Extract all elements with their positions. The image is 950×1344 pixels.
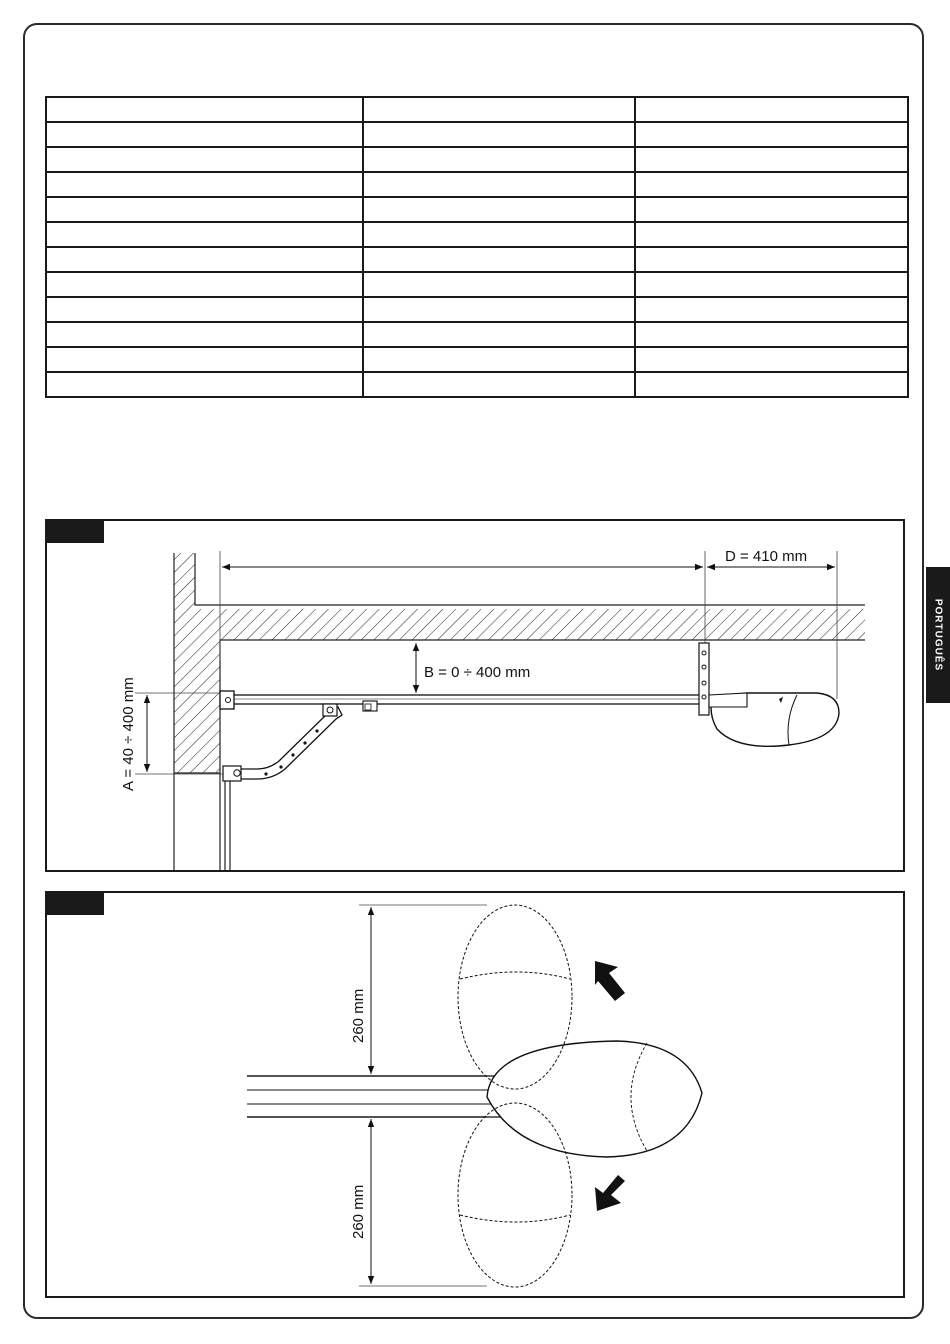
arm-bracket-top xyxy=(323,704,337,716)
spec-table-cell xyxy=(46,197,363,222)
spec-table-cell xyxy=(363,297,635,322)
spec-table-cell xyxy=(46,347,363,372)
spec-table-cell xyxy=(46,147,363,172)
spec-table-row xyxy=(46,297,908,322)
door-bracket xyxy=(223,766,241,781)
spec-table-cell xyxy=(635,322,908,347)
spec-table-cell xyxy=(635,372,908,397)
spec-table-row xyxy=(46,272,908,297)
spec-table xyxy=(45,96,909,398)
spec-table-cell xyxy=(363,172,635,197)
spec-table-cell xyxy=(46,97,363,122)
spec-table-cell xyxy=(635,147,908,172)
spec-table-cell xyxy=(46,297,363,322)
spec-table-row xyxy=(46,97,908,122)
spec-table-row xyxy=(46,372,908,397)
spec-table-cell xyxy=(635,122,908,147)
installation-drawing xyxy=(47,521,903,870)
dimension-a-label: A = 40 ÷ 400 mm xyxy=(120,677,137,791)
door-arm xyxy=(235,707,342,779)
motor-outline xyxy=(487,1041,702,1157)
language-tab xyxy=(926,567,950,703)
clearance-drawing xyxy=(47,893,903,1296)
spec-table-cell xyxy=(363,322,635,347)
spec-table-row xyxy=(46,172,908,197)
dimension-d-label: D = 410 mm xyxy=(725,548,808,565)
spec-table-cell xyxy=(46,372,363,397)
spec-table-cell xyxy=(46,322,363,347)
spec-table-cell xyxy=(363,222,635,247)
rotate-up-arrow-icon xyxy=(595,961,625,1001)
spec-table-cell xyxy=(635,97,908,122)
dimension-b-label: B = 0 ÷ 400 mm xyxy=(424,664,531,681)
dimension-top-label: 260 mm xyxy=(350,988,367,1043)
spec-table-row xyxy=(46,222,908,247)
spec-table-cell xyxy=(46,172,363,197)
spec-table-row xyxy=(46,122,908,147)
spec-table-cell xyxy=(46,247,363,272)
spec-table-cell xyxy=(363,122,635,147)
spec-table-cell xyxy=(46,272,363,297)
spec-table-cell xyxy=(363,247,635,272)
spec-table-cell xyxy=(363,147,635,172)
rear-hanger xyxy=(699,643,709,715)
spec-table-cell xyxy=(635,247,908,272)
spec-table-cell xyxy=(363,197,635,222)
front-bracket xyxy=(220,691,234,709)
spec-table-row xyxy=(46,322,908,347)
spec-table-cell xyxy=(363,97,635,122)
spec-table-cell xyxy=(363,372,635,397)
spec-table-cell xyxy=(635,172,908,197)
spec-table-row xyxy=(46,347,908,372)
spec-table-cell xyxy=(363,347,635,372)
ceiling-line xyxy=(220,640,865,870)
spec-table-cell xyxy=(46,122,363,147)
spec-table-cell xyxy=(635,222,908,247)
spec-table-cell xyxy=(635,297,908,322)
spec-table-cell xyxy=(635,347,908,372)
rotate-down-arrow-icon xyxy=(595,1175,625,1211)
spec-table-row xyxy=(46,247,908,272)
language-tab-label: PORTUGUÊS xyxy=(932,598,944,672)
clearance-figure xyxy=(45,891,905,1298)
spec-table-row xyxy=(46,197,908,222)
dimension-bottom-label: 260 mm xyxy=(350,1184,367,1239)
installation-figure xyxy=(45,519,905,872)
spec-table-cell xyxy=(635,272,908,297)
spec-table-cell xyxy=(363,272,635,297)
guide-rail xyxy=(223,695,703,704)
spec-table-cell xyxy=(635,197,908,222)
spec-table-row xyxy=(46,147,908,172)
spec-table-cell xyxy=(46,222,363,247)
